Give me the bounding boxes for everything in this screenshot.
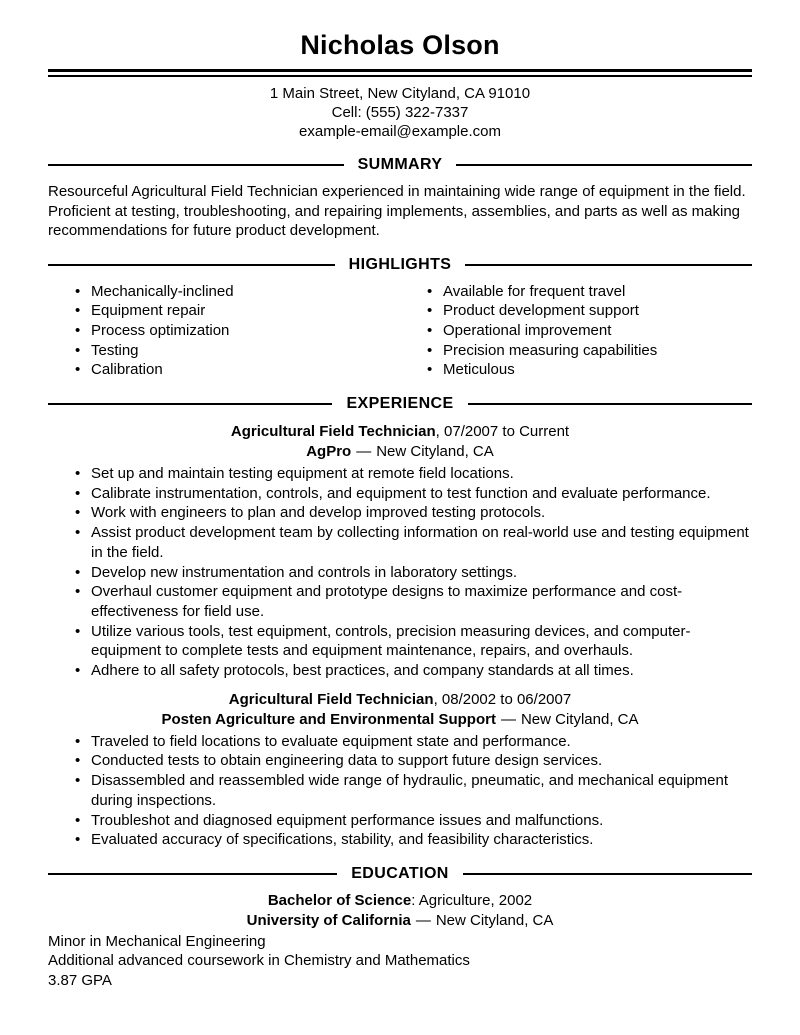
- job-bullet: • Overhaul customer equipment and prototype designs to maximize performance and cost-effectiveness for field use.: [73, 582, 752, 621]
- section-rule-right: [465, 264, 752, 266]
- experience-job-1: [48, 422, 752, 681]
- education-degree-line: [48, 891, 752, 911]
- section-rule-left: [48, 264, 335, 266]
- highlights-column-2: [400, 282, 752, 381]
- section-header-highlights: [48, 256, 752, 274]
- job-dates: , 08/2002 to 06/2007: [433, 690, 572, 708]
- job-bullet: • Set up and maintain testing equipment at remote field locations.: [73, 464, 752, 484]
- highlight-item: • Process optimization: [73, 321, 400, 341]
- job-company-line: [48, 710, 752, 730]
- company-name: Posten Agriculture and Environmental Support: [161, 710, 496, 728]
- job-bullet: • Adhere to all safety protocols, best practices, and company standards at all times.: [73, 661, 752, 681]
- highlight-item: • Available for frequent travel: [425, 282, 752, 302]
- summary-paragraph: Resourceful Agricultural Field Technician experienced in maintaining wide range of equipment in the field. Proficient at testing, troubleshooting, and repairing implements, assemblies, and parts as well as making recommendations for future product development.: [48, 183, 746, 239]
- contact-block: [48, 84, 752, 141]
- contact-phone: Cell: (555) 322-7337: [331, 104, 469, 121]
- section-header-summary: [48, 156, 752, 174]
- job-bullet: • Traveled to field locations to evaluate equipment state and performance.: [73, 732, 752, 752]
- experience-job-2: [48, 690, 752, 850]
- section-header-experience: [48, 395, 752, 413]
- school-location: New Cityland, CA: [435, 911, 554, 929]
- section-title-education: EDUCATION: [351, 864, 449, 882]
- highlight-item: • Calibration: [73, 360, 400, 380]
- job-dates: , 07/2007 to Current: [435, 423, 570, 441]
- school-name: University of California: [246, 911, 411, 929]
- job-bullet: • Troubleshot and diagnosed equipment performance issues and malfunctions.: [73, 811, 752, 831]
- highlights-column-1: [48, 282, 400, 381]
- section-rule-left: [48, 403, 332, 405]
- job-company-line: [48, 442, 752, 462]
- job-bullet: • Work with engineers to plan and develop improved testing protocols.: [73, 503, 752, 523]
- highlight-item: • Mechanically-inclined: [73, 282, 400, 302]
- section-title-summary: SUMMARY: [357, 156, 443, 173]
- job-bullet: • Disassembled and reassembled wide range of hydraulic, pneumatic, and mechanical equipment during inspections.: [73, 771, 752, 810]
- job-location: New Cityland, CA: [520, 710, 639, 728]
- job-bullet: • Utilize various tools, test equipment, controls, precision measuring devices, and computer-equipment to complete tests and equipment maintenance, repairs, and overhauls.: [73, 622, 752, 661]
- highlight-item: • Product development support: [425, 301, 752, 321]
- job-bullet-list: [48, 464, 752, 681]
- section-rule-right: [456, 164, 752, 166]
- section-header-education: [48, 865, 752, 883]
- contact-address: 1 Main Street, New Cityland, CA 91010: [269, 85, 531, 102]
- job-bullet: • Calibrate instrumentation, controls, and equipment to test function and evaluate performance.: [73, 484, 752, 504]
- education-detail-line: 3.87 GPA: [48, 971, 112, 989]
- highlight-item: • Meticulous: [425, 360, 752, 380]
- job-bullet: • Develop new instrumentation and controls in laboratory settings.: [73, 563, 752, 583]
- education-detail-line: Minor in Mechanical Engineering: [48, 932, 266, 950]
- company-name: AgPro: [306, 443, 352, 461]
- job-bullet: • Assist product development team by collecting information on real-world use and testing equipment in the field.: [73, 523, 752, 562]
- job-location: New Cityland, CA: [376, 443, 494, 461]
- highlights-columns: [48, 282, 752, 381]
- highlight-item: • Equipment repair: [73, 301, 400, 321]
- section-rule-right: [463, 873, 752, 875]
- degree-name: Bachelor of Science: [267, 891, 412, 909]
- education-details: [48, 932, 752, 991]
- job-bullet: • Conducted tests to obtain engineering data to support future design services.: [73, 751, 752, 771]
- job-bullet-list: [48, 732, 752, 850]
- section-title-highlights: HIGHLIGHTS: [348, 255, 452, 273]
- job-title: Agricultural Field Technician: [230, 423, 436, 441]
- contact-email: example-email@example.com: [299, 123, 501, 140]
- education-detail-line: Additional advanced coursework in Chemistry and Mathematics: [48, 952, 470, 970]
- dash-separator: —: [356, 443, 372, 461]
- highlight-item: • Precision measuring capabilities: [425, 341, 752, 361]
- highlight-item: • Operational improvement: [425, 321, 752, 341]
- section-rule-right: [468, 403, 752, 405]
- education-school-line: [48, 911, 752, 931]
- section-rule-left: [48, 873, 337, 875]
- header-double-rule: [48, 69, 752, 77]
- job-title: Agricultural Field Technician: [228, 690, 434, 708]
- section-rule-left: [48, 164, 344, 166]
- job-bullet: • Evaluated accuracy of specifications, stability, and feasibility characteristics.: [73, 830, 752, 850]
- job-title-line: [48, 690, 752, 710]
- section-title-experience: EXPERIENCE: [346, 395, 454, 413]
- resume-name: Nicholas Olson: [300, 30, 500, 60]
- dash-separator: —: [415, 911, 431, 929]
- highlight-item: • Testing: [73, 341, 400, 361]
- dash-separator: —: [500, 710, 516, 728]
- degree-detail: : Agriculture, 2002: [411, 891, 533, 909]
- job-title-line: [48, 422, 752, 442]
